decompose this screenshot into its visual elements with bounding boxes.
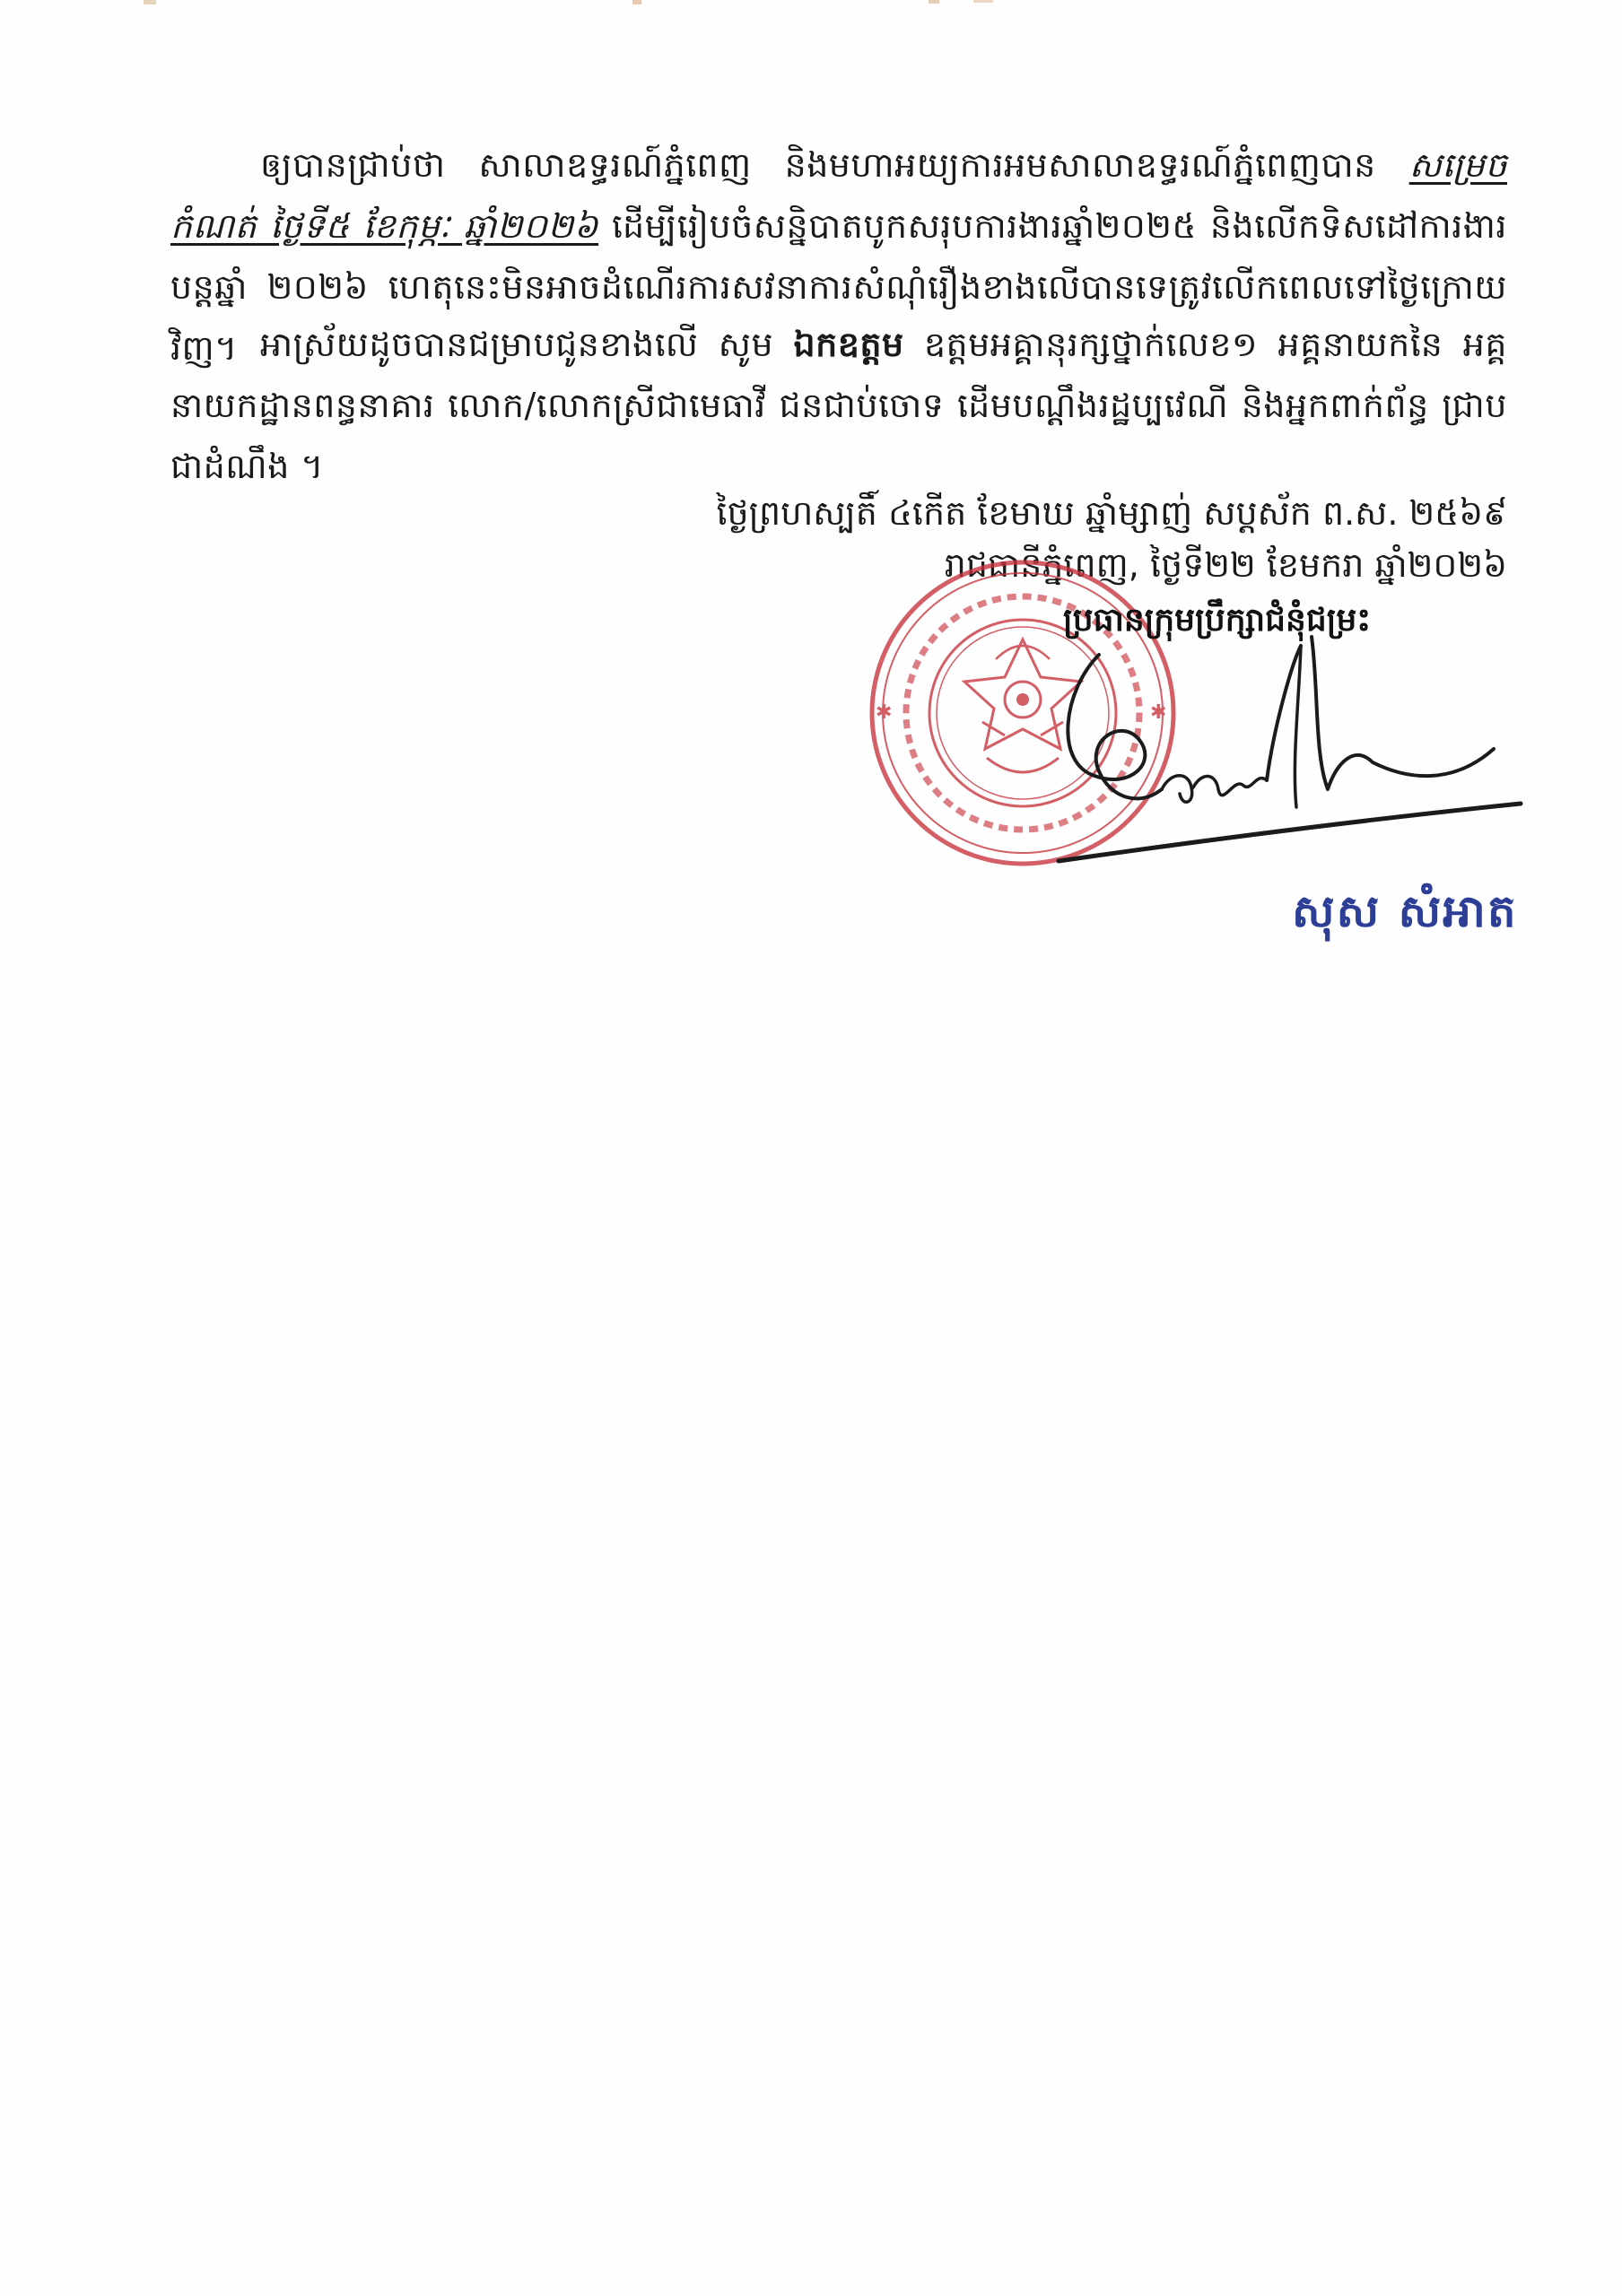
svg-text:✱: ✱ [876, 701, 893, 724]
honorific-bold: ឯកឧត្តម [793, 325, 904, 364]
scan-edge-marks [0, 0, 1622, 13]
decision-date-emphasis: សម្រេចកំណត់ ថ្ងៃទី៥ ខែកុម្ភៈ ឆ្នាំ២០២៦ [170, 145, 1507, 246]
svg-text:✱: ✱ [1150, 701, 1167, 724]
paragraph-2-text-a: អាស្រ័យដូចបានជម្រាបជូនខាងលើ សូម [260, 325, 794, 364]
handwritten-signature [1032, 628, 1534, 897]
paragraph-2-text-b: ឧត្តមអគ្គានុរក្សថ្នាក់លេខ១ អគ្គនាយកនៃ អគ្គនាយកដ្ឋានពន្ធនាគារ លោក/លោកស្រីជាមេធាវី ជនជាប់ចោទ ដើមបណ្ដឹងរដ្ឋប្បវេណី និងអ្នកពាក់ព័ន្ធ ជ្រាប ជាដំណឹង ។ [170, 325, 1507, 486]
paragraph-1-text-b: ដើម្បីរៀបចំសន្និបាតបូកសរុបការងារឆ្នាំ២០២៥ និងលើកទិសដៅការងារបន្តឆ្នាំ ២០២៦ ហេតុនេះមិនអាចដំណើរការសវនាការសំណុំរឿងខាងលើបានទេត្រូវលើកពេលទៅថ្ងៃក្រោយវិញ។ [170, 206, 1507, 368]
signer-name: សុស សំអាត [1292, 885, 1518, 937]
paragraph-1-text-a: ឲ្យបានជ្រាប់ថា សាលាឧទ្ធរណ៍ភ្នំពេញ និងមហាអយ្យការអមសាលាឧទ្ធរណ៍ភ្នំពេញបាន [260, 145, 1409, 185]
body-paragraph-2 [170, 314, 1507, 497]
lunar-date-line: ថ្ងៃព្រហស្បតិ៍ ៤កើត ខែមាឃ ឆ្នាំម្សាញ់ សប្តស័ក ព.ស. ២៥៦៩ [716, 493, 1507, 533]
signer-title: ប្រធានក្រុមប្រឹក្សាជំនុំជម្រះ [1063, 602, 1372, 639]
solar-date-line: រាជធានីភ្នំពេញ, ថ្ងៃទី២២ ខែមករា ឆ្នាំ២០២៦ [944, 545, 1507, 585]
